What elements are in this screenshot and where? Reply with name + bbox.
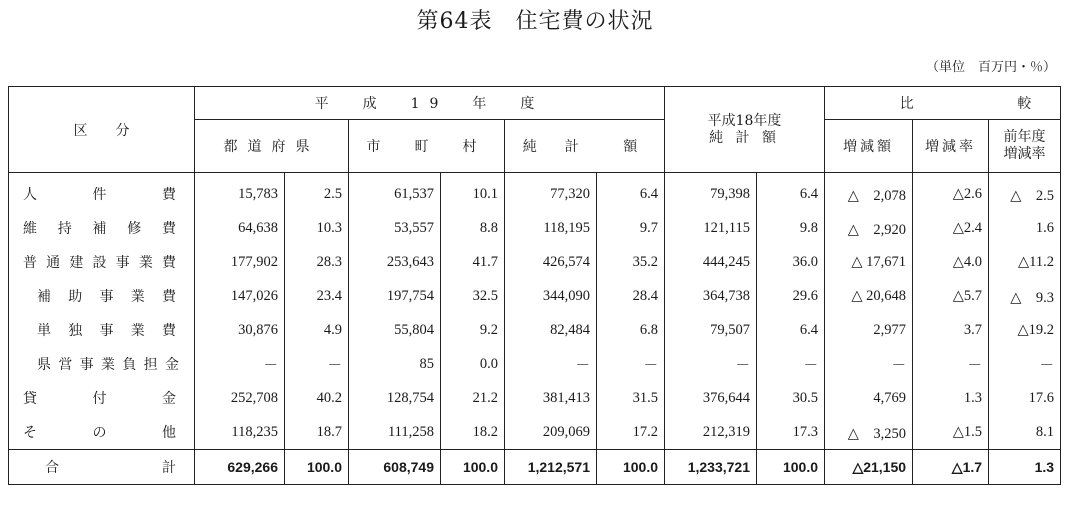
- cell-h18-percent: 6.4: [757, 313, 825, 347]
- header-prev-rate-line1: 前年度: [1003, 129, 1046, 145]
- header-net-total-left: 純 計: [505, 120, 597, 173]
- cell-h18-amount: 79,398: [665, 173, 757, 212]
- cell-h18-percent: 29.6: [757, 279, 825, 313]
- cell-net-amount: 344,090: [505, 279, 597, 313]
- cell-net-amount: 1,212,571: [505, 450, 597, 485]
- cell-muni-amount: 128,754: [349, 381, 441, 415]
- cell-h18-amount: 121,115: [665, 211, 757, 245]
- cell-muni-percent: 32.5: [441, 279, 505, 313]
- cell-net-amount: 381,413: [505, 381, 597, 415]
- cell-diff-amount: △ 3,250: [825, 415, 913, 450]
- header-prev-rate-line2: 増減率: [1003, 146, 1046, 162]
- header-h18-line2: 純 計 額: [709, 129, 780, 146]
- cell-muni-amount: 111,258: [349, 415, 441, 450]
- cell-pref-percent: 4.9: [285, 313, 349, 347]
- row-label: 維持補修費: [9, 211, 195, 245]
- cell-diff-amount: △ 2,078: [825, 173, 913, 212]
- cell-muni-percent: 100.0: [441, 450, 505, 485]
- cell-prev-rate: 1.6: [989, 211, 1061, 245]
- cell-h18-percent: 100.0: [757, 450, 825, 485]
- cell-net-percent: 17.2: [597, 415, 665, 450]
- cell-muni-percent: 21.2: [441, 381, 505, 415]
- header-h19-group: 平 成 19 年 度: [195, 87, 665, 120]
- cell-diff-rate: －: [913, 347, 989, 381]
- housing-cost-table: [8, 86, 1061, 485]
- row-label: 普通建設事業費: [9, 245, 195, 279]
- cell-muni-percent: 9.2: [441, 313, 505, 347]
- cell-pref-percent: 2.5: [285, 173, 349, 212]
- cell-diff-amount: △21,150: [825, 450, 913, 485]
- header-h18-group: [665, 87, 825, 173]
- cell-h18-percent: 9.8: [757, 211, 825, 245]
- table-row: [9, 381, 1061, 415]
- table-row: [9, 211, 1061, 245]
- unit-note: （単位 百万円・％）: [925, 60, 1056, 75]
- cell-net-percent: 35.2: [597, 245, 665, 279]
- cell-pref-percent: 40.2: [285, 381, 349, 415]
- cell-prev-rate: △ 9.3: [989, 279, 1061, 313]
- header-increase-rate: 増減率: [913, 120, 989, 173]
- cell-diff-rate: △5.7: [913, 279, 989, 313]
- cell-net-amount: 426,574: [505, 245, 597, 279]
- cell-diff-amount: 4,769: [825, 381, 913, 415]
- cell-pref-amount: －: [195, 347, 285, 381]
- header-increase-amount: 増減額: [825, 120, 913, 173]
- cell-pref-amount: 629,266: [195, 450, 285, 485]
- header-prefectures: 都道府県: [195, 120, 349, 173]
- cell-prev-rate: 8.1: [989, 415, 1061, 450]
- cell-net-amount: 77,320: [505, 173, 597, 212]
- cell-prev-rate: △ 2.5: [989, 173, 1061, 212]
- page-title: 第64表 住宅費の状況: [416, 9, 654, 34]
- cell-muni-amount: 608,749: [349, 450, 441, 485]
- cell-net-percent: 31.5: [597, 381, 665, 415]
- cell-net-percent: －: [597, 347, 665, 381]
- cell-diff-amount: －: [825, 347, 913, 381]
- table-row: [9, 279, 1061, 313]
- cell-net-percent: 6.4: [597, 173, 665, 212]
- cell-muni-percent: 18.2: [441, 415, 505, 450]
- cell-pref-amount: 177,902: [195, 245, 285, 279]
- cell-pref-percent: －: [285, 347, 349, 381]
- cell-pref-amount: 118,235: [195, 415, 285, 450]
- cell-h18-percent: 30.5: [757, 381, 825, 415]
- cell-diff-amount: △ 2,920: [825, 211, 913, 245]
- cell-muni-percent: 10.1: [441, 173, 505, 212]
- row-label: 人件費: [9, 173, 195, 212]
- row-label: 補助事業費: [9, 279, 195, 313]
- header-municipalities: 市 町 村: [349, 120, 505, 173]
- cell-diff-rate: △4.0: [913, 245, 989, 279]
- cell-h18-amount: 79,507: [665, 313, 757, 347]
- cell-diff-amount: 2,977: [825, 313, 913, 347]
- cell-pref-percent: 23.4: [285, 279, 349, 313]
- table-row: [9, 347, 1061, 381]
- cell-pref-amount: 252,708: [195, 381, 285, 415]
- row-label: その他: [9, 415, 195, 450]
- cell-muni-amount: 197,754: [349, 279, 441, 313]
- row-label: 合計: [9, 450, 195, 485]
- table-row-total: [9, 450, 1061, 485]
- cell-diff-rate: △2.6: [913, 173, 989, 212]
- cell-diff-amount: △ 17,671: [825, 245, 913, 279]
- row-label: 貸付金: [9, 381, 195, 415]
- table-row: [9, 415, 1061, 450]
- cell-net-amount: 82,484: [505, 313, 597, 347]
- table-row: [9, 245, 1061, 279]
- cell-h18-percent: 17.3: [757, 415, 825, 450]
- row-label: 県営事業負担金: [9, 347, 195, 381]
- cell-pref-percent: 28.3: [285, 245, 349, 279]
- cell-diff-rate: △2.4: [913, 211, 989, 245]
- cell-muni-amount: 61,537: [349, 173, 441, 212]
- cell-net-percent: 100.0: [597, 450, 665, 485]
- row-label: 単独事業費: [9, 313, 195, 347]
- cell-h18-amount: 444,245: [665, 245, 757, 279]
- cell-h18-percent: 6.4: [757, 173, 825, 212]
- cell-pref-amount: 15,783: [195, 173, 285, 212]
- cell-prev-rate: △19.2: [989, 313, 1061, 347]
- cell-h18-percent: －: [757, 347, 825, 381]
- cell-prev-rate: 1.3: [989, 450, 1061, 485]
- cell-pref-amount: 64,638: [195, 211, 285, 245]
- cell-diff-rate: 1.3: [913, 381, 989, 415]
- cell-muni-amount: 85: [349, 347, 441, 381]
- cell-h18-amount: 376,644: [665, 381, 757, 415]
- cell-muni-amount: 53,557: [349, 211, 441, 245]
- cell-muni-amount: 55,804: [349, 313, 441, 347]
- cell-prev-rate: －: [989, 347, 1061, 381]
- header-comparison-right: 較: [989, 87, 1061, 120]
- cell-pref-amount: 30,876: [195, 313, 285, 347]
- cell-muni-amount: 253,643: [349, 245, 441, 279]
- cell-pref-percent: 18.7: [285, 415, 349, 450]
- header-comparison-left: 比: [825, 87, 989, 120]
- cell-h18-amount: 364,738: [665, 279, 757, 313]
- cell-diff-rate: △1.7: [913, 450, 989, 485]
- cell-net-amount: －: [505, 347, 597, 381]
- cell-muni-percent: 8.8: [441, 211, 505, 245]
- cell-muni-percent: 0.0: [441, 347, 505, 381]
- cell-diff-amount: △ 20,648: [825, 279, 913, 313]
- cell-pref-percent: 100.0: [285, 450, 349, 485]
- cell-net-amount: 118,195: [505, 211, 597, 245]
- cell-pref-percent: 10.3: [285, 211, 349, 245]
- cell-diff-rate: 3.7: [913, 313, 989, 347]
- cell-net-amount: 209,069: [505, 415, 597, 450]
- cell-net-percent: 9.7: [597, 211, 665, 245]
- cell-diff-rate: △1.5: [913, 415, 989, 450]
- header-h18-line1: 平成18年度: [707, 112, 782, 129]
- table-row: [9, 313, 1061, 347]
- cell-net-percent: 6.8: [597, 313, 665, 347]
- header-prev-rate: [989, 120, 1061, 173]
- cell-muni-percent: 41.7: [441, 245, 505, 279]
- cell-h18-percent: 36.0: [757, 245, 825, 279]
- cell-net-percent: 28.4: [597, 279, 665, 313]
- header-category: 区 分: [9, 87, 195, 173]
- cell-prev-rate: 17.6: [989, 381, 1061, 415]
- cell-prev-rate: △11.2: [989, 245, 1061, 279]
- cell-h18-amount: －: [665, 347, 757, 381]
- cell-h18-amount: 1,233,721: [665, 450, 757, 485]
- header-net-total-right: 額: [597, 120, 665, 173]
- cell-h18-amount: 212,319: [665, 415, 757, 450]
- cell-pref-amount: 147,026: [195, 279, 285, 313]
- table-row: [9, 173, 1061, 212]
